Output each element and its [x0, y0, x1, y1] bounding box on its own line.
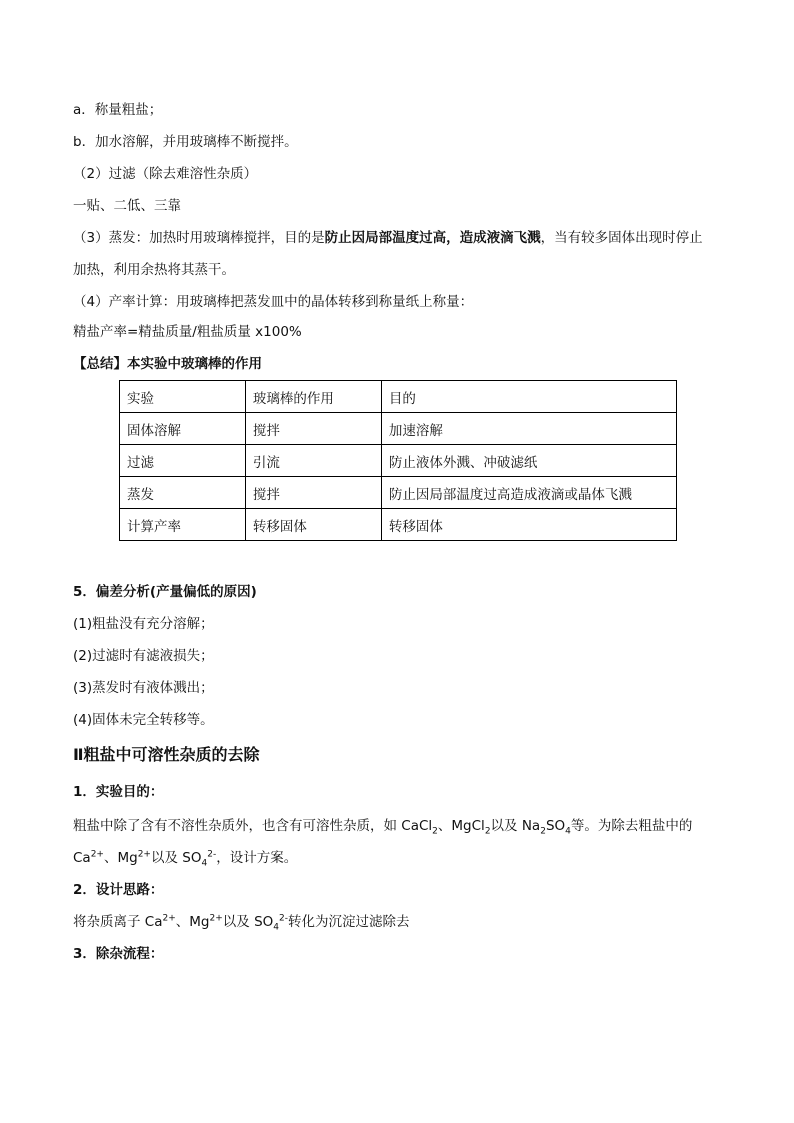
table-row: [120, 477, 677, 509]
table-cell: 防止液体外溅、冲破滤纸: [381, 445, 676, 477]
table-cell: 转移固体: [381, 509, 676, 541]
superscript: 2-: [207, 849, 217, 860]
step-a: a．称量粗盐；: [73, 102, 163, 118]
text-run: 将杂质离子 Ca: [73, 914, 163, 930]
text-run: 粗盐中除了含有不溶性杂质外，也含有可溶性杂质，如 CaCl: [73, 818, 433, 834]
deviation-item: (2)过滤时有滤液损失；: [73, 648, 214, 664]
section-title: Ⅱ粗盐中可溶性杂质的去除: [73, 745, 260, 764]
text-run: 、Mg: [103, 850, 138, 866]
subscript: 2: [540, 826, 546, 837]
evap-bold: 防止因局部温度过高，造成液滴飞溅: [324, 230, 541, 246]
deviation-title: 5．偏差分析(产量偏低的原因): [73, 584, 257, 600]
table-cell: 搅拌: [245, 477, 381, 509]
yield-heading: （4）产率计算：用玻璃棒把蒸发皿中的晶体转移到称量纸上称量：: [73, 294, 474, 310]
yield-formula: 精盐产率=精盐质量/粗盐质量 x100%: [73, 324, 302, 340]
table-cell: 计算产率: [120, 509, 246, 541]
superscript: 2+: [137, 849, 151, 860]
table-cell: 过滤: [120, 445, 246, 477]
table-cell: 搅拌: [245, 413, 381, 445]
subscript: 4: [201, 858, 208, 869]
deviation-item: (1)粗盐没有充分溶解；: [73, 616, 214, 632]
table-cell: 固体溶解: [120, 413, 246, 445]
subscript: 2: [432, 826, 438, 837]
evap-post: ，当有较多固体出现时停止: [540, 230, 703, 246]
table-cell: 防止因局部温度过高造成液滴或晶体飞溅: [381, 477, 676, 509]
purpose-title: 1．实验目的：: [73, 784, 164, 800]
deviation-item: (4)固体未完全转移等。: [73, 712, 214, 728]
purpose-paragraph-line1: [73, 816, 692, 836]
table-cell: 加速溶解: [381, 413, 676, 445]
evaporation-text: [73, 228, 703, 248]
design-text: [73, 912, 410, 932]
table-header-row: [120, 381, 677, 413]
table-cell: 蒸发: [120, 477, 246, 509]
subscript: 4: [273, 922, 280, 933]
superscript: 2-: [279, 913, 288, 924]
table-row: [120, 509, 677, 541]
subscript: 2: [484, 826, 491, 837]
table-row: [120, 445, 677, 477]
flow-title: 3．除杂流程：: [73, 946, 164, 962]
superscript: 2+: [90, 849, 104, 860]
text-run: 以及 SO: [222, 914, 274, 930]
design-title: 2．设计思路：: [73, 882, 164, 898]
superscript: 2+: [162, 913, 176, 924]
text-run: 、Mg: [175, 914, 210, 930]
step-b: b．加水溶解，并用玻璃棒不断搅拌。: [73, 134, 298, 150]
text-run: Ca: [73, 850, 91, 866]
table-header-cell: 目的: [381, 381, 676, 413]
text-run: 以及 SO: [150, 850, 202, 866]
text-run: 转化为沉淀过滤除去: [288, 914, 410, 930]
table-header-cell: 实验: [120, 381, 246, 413]
table-row: [120, 413, 677, 445]
summary-title: 【总结】本实验中玻璃棒的作用: [73, 356, 262, 372]
text-run: 以及 Na: [490, 818, 541, 834]
purpose-paragraph-line2: [73, 848, 297, 868]
text-run: SO: [545, 818, 566, 834]
text-run: 、MgCl: [437, 818, 485, 834]
deviation-item: (3)蒸发时有液体溅出；: [73, 680, 214, 696]
text-run: ，设计方案。: [216, 850, 298, 866]
table-cell: 引流: [245, 445, 381, 477]
evaporation-continued: 加热，利用余热将其蒸干。: [73, 262, 235, 278]
table-header-cell: 玻璃棒的作用: [245, 381, 381, 413]
superscript: 2+: [209, 913, 223, 924]
glass-rod-table: [119, 380, 677, 541]
filter-rule: 一贴、二低、三靠: [73, 198, 181, 214]
filter-heading: （2）过滤（除去难溶性杂质）: [73, 166, 258, 182]
text-run: 等。为除去粗盐中的: [570, 818, 693, 834]
subscript: 4: [565, 826, 571, 837]
table-cell: 转移固体: [245, 509, 381, 541]
evap-pre: （3）蒸发：加热时用玻璃棒搅拌，目的是: [73, 230, 325, 246]
